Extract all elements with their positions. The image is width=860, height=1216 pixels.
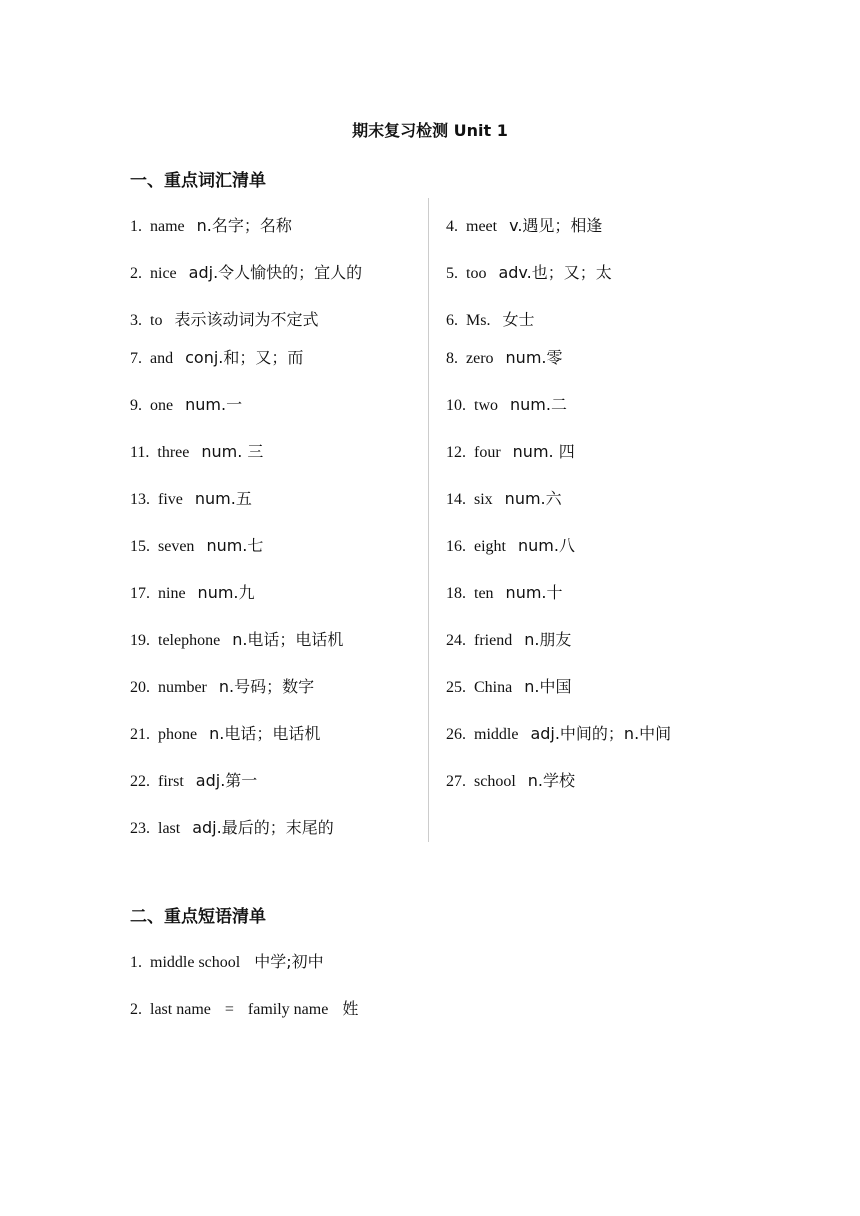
vocab-item: 3. to 表示该动词为不定式 bbox=[130, 310, 319, 329]
column-divider bbox=[428, 198, 429, 842]
vocab-item: 9. one num.一 bbox=[130, 395, 243, 414]
vocab-item: 20. number n.号码；数字 bbox=[130, 677, 315, 696]
vocab-item: 15. seven num.七 bbox=[130, 536, 264, 555]
vocab-item: 4. meet v.遇见；相逢 bbox=[446, 216, 603, 235]
vocab-item: 11. three num. 三 bbox=[130, 442, 264, 461]
page-title: 期末复习检测 Unit 1 bbox=[352, 121, 508, 140]
vocab-item: 5. too adv.也；又；太 bbox=[446, 263, 612, 282]
vocab-item: 21. phone n.电话；电话机 bbox=[130, 724, 321, 743]
vocab-item: 12. four num. 四 bbox=[446, 442, 575, 461]
vocab-item: 27. school n.学校 bbox=[446, 771, 576, 790]
vocab-item: 14. six num.六 bbox=[446, 489, 562, 508]
vocab-item: 26. middle adj.中间的；n.中间 bbox=[446, 724, 672, 743]
vocab-item: 19. telephone n.电话；电话机 bbox=[130, 630, 344, 649]
vocab-item: 16. eight num.八 bbox=[446, 536, 575, 555]
phrase-item: 1. middle school 中学;初中 bbox=[130, 952, 324, 971]
phrase-item: 2. last name = family name 姓 bbox=[130, 999, 359, 1018]
vocab-item: 1. name n.名字；名称 bbox=[130, 216, 292, 235]
vocab-item: 18. ten num.十 bbox=[446, 583, 563, 602]
vocab-item: 24. friend n.朋友 bbox=[446, 630, 572, 649]
vocab-item: 10. two num.二 bbox=[446, 395, 567, 414]
section-heading-phrases: 二、重点短语清单 bbox=[130, 907, 266, 927]
vocab-item: 23. last adj.最后的；末尾的 bbox=[130, 818, 334, 837]
vocab-item: 13. five num.五 bbox=[130, 489, 252, 508]
vocab-item: 2. nice adj.令人愉快的；宜人的 bbox=[130, 263, 363, 282]
vocab-item: 25. China n.中国 bbox=[446, 677, 572, 696]
vocab-item: 17. nine num.九 bbox=[130, 583, 255, 602]
section-heading-vocabulary: 一、重点词汇清单 bbox=[130, 171, 266, 191]
vocab-item: 8. zero num.零 bbox=[446, 348, 563, 367]
vocab-item: 7. and conj.和；又；而 bbox=[130, 348, 304, 367]
vocab-item: 22. first adj.第一 bbox=[130, 771, 258, 790]
vocab-item: 6. Ms. 女士 bbox=[446, 310, 535, 329]
